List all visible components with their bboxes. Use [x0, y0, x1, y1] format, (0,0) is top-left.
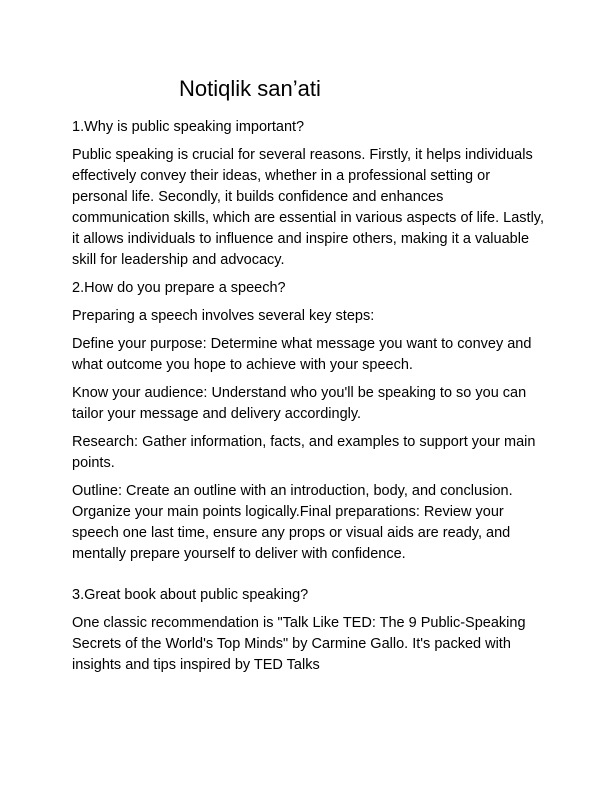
question-heading-1: 1.Why is public speaking important? [72, 119, 305, 135]
step-paragraph-research: Research: Gather information, facts, and examples to support your main points. [72, 434, 536, 471]
body-paragraph: Preparing a speech involves several key steps: [72, 308, 375, 324]
document-body [72, 117, 544, 683]
step-paragraph-audience: Know your audience: Understand who you'll be speaking to so you can tailor your message and delivery accordingly. [72, 385, 527, 422]
question-heading-2: 2.How do you prepare a speech? [72, 280, 286, 296]
answer-paragraph-3: One classic recommendation is "Talk Like TED: The 9 Public-Speaking Secrets of the World's Top Minds" by Carmine Gallo. It's packed with insights and tips inspired by TED Talks [72, 615, 526, 673]
answer-paragraph-1: Public speaking is crucial for several reasons. Firstly, it helps individuals effectively convey their ideas, whether in a professional setting or personal life. Secondly, it builds confidence and enhances communication skills, which are essential in various aspects of life. Lastly, it allows individuals to influence and inspire others, making it a valuable skill for leadership and advocacy. [72, 147, 544, 268]
step-paragraph-outline: Outline: Create an outline with an introduction, body, and conclusion. Organize your main points logically.Final preparations: Review your speech one last time, ensure any props or visual aids are ready, and mentally prepare yourself to deliver with confidence. [72, 483, 513, 562]
document-title: Notiqlik san’ati [179, 76, 321, 101]
question-heading-3: 3.Great book about public speaking? [72, 587, 309, 603]
step-paragraph-purpose: Define your purpose: Determine what message you want to convey and what outcome you hope to achieve with your speech. [72, 336, 532, 373]
